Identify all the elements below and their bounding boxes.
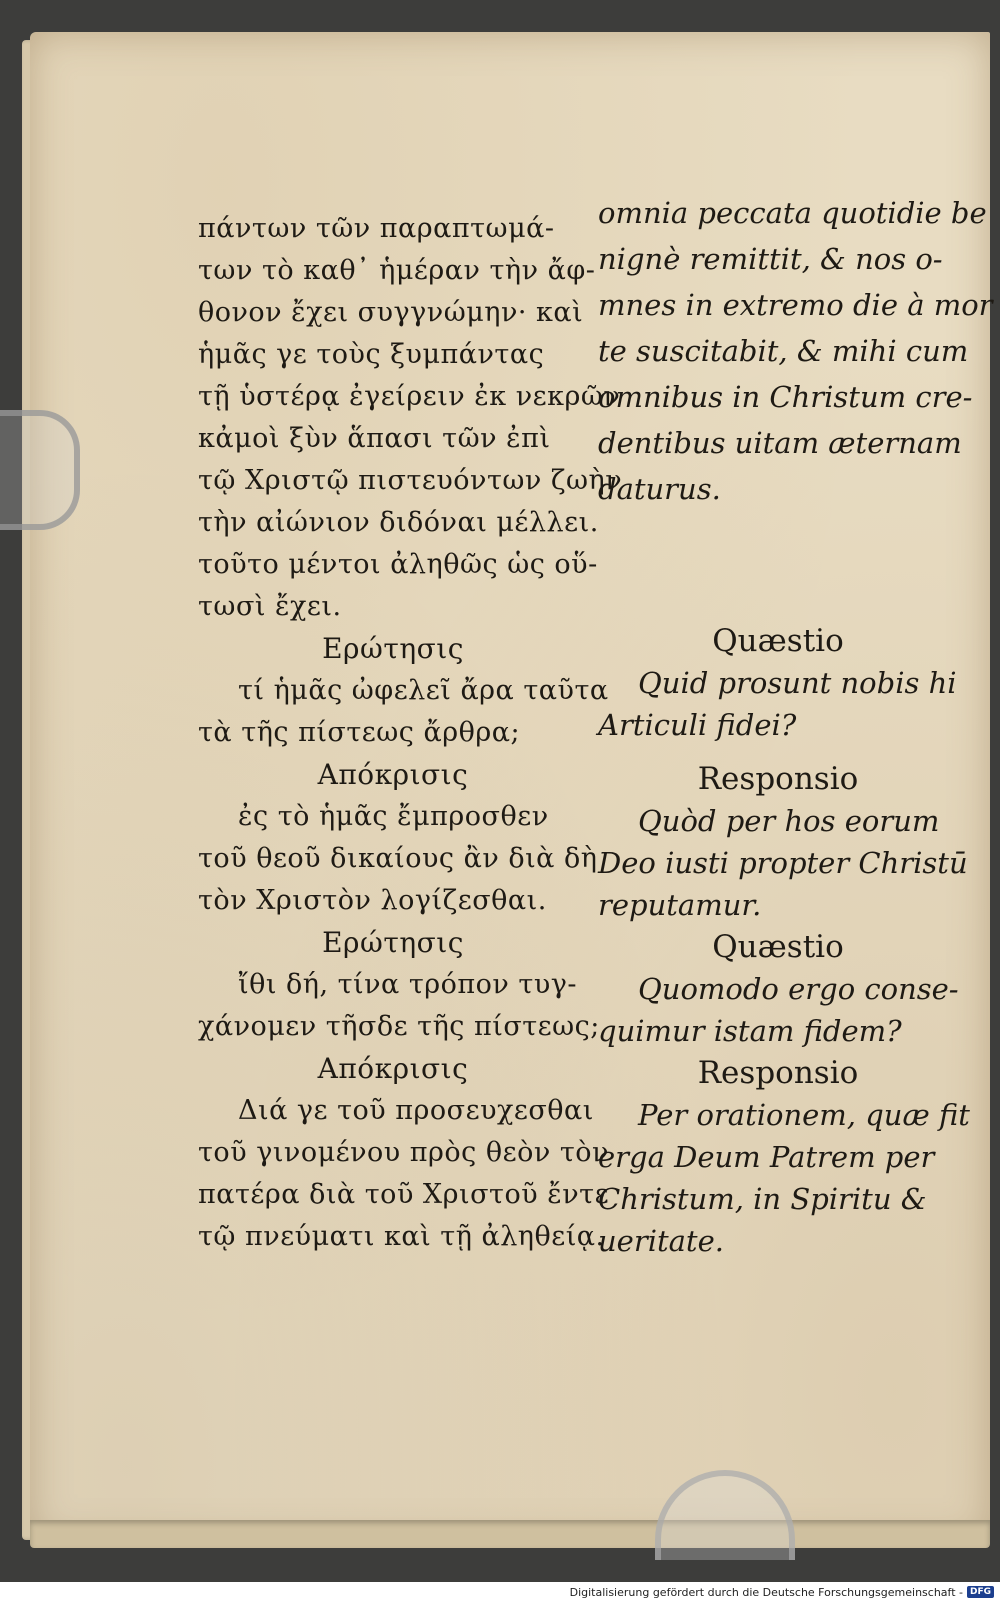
text-line: τῷ πνεύματι καὶ τῇ ἀληθείᾳ. (198, 1221, 605, 1252)
column-spacer (598, 746, 958, 758)
question-heading: Ερώτησις (322, 926, 464, 959)
text-line: Articuli fidei? (598, 708, 797, 742)
answer-heading: Responsio (697, 761, 859, 797)
column-spacer (598, 512, 958, 620)
text-line: θονον ἔχει συγγνώμην· καὶ (198, 297, 584, 328)
text-line: erga Deum Patrem per (598, 1140, 935, 1174)
dfg-logo-icon: DFG (967, 1586, 994, 1598)
text-line: ἡμᾶς γε τοὺς ξυμπάντας (198, 339, 545, 370)
text-line: nignè remittit, & nos o- (598, 242, 943, 276)
text-line: Deo iusti propter Christū (598, 846, 968, 880)
question-heading: Ερώτησις (322, 632, 464, 665)
latin-text-column (598, 190, 993, 1262)
text-line: πατέρα διὰ τοῦ Χριστοῦ ἔντε (198, 1179, 610, 1210)
text-line: Quomodo ergo conse- (638, 972, 959, 1006)
text-line: τωσὶ ἔχει. (198, 591, 342, 622)
page-bottom-edge (30, 1520, 990, 1548)
footer-bar (0, 1582, 1000, 1602)
text-line: omnia peccata quotidie be (598, 196, 987, 230)
text-line: τὴν αἰώνιον διδόναι μέλλει. (198, 507, 599, 538)
greek-text-column (198, 208, 623, 1258)
text-line: omnibus in Christum cre- (598, 380, 973, 414)
text-line: τῷ Χριστῷ πιστευόντων ζωὴν (198, 465, 623, 496)
answer-heading: Responsio (697, 1055, 859, 1091)
page-clip-left (0, 410, 80, 530)
text-line: τί ἡμᾶς ὠφελεῖ ἄρα ταῦτα (238, 675, 609, 706)
text-line: daturus. (598, 472, 721, 506)
text-line: τὰ τῆς πίστεως ἄρθρα; (198, 717, 521, 748)
text-line: te suscitabit, & mihi cum (598, 334, 969, 368)
answer-heading: Απόκρισις (317, 758, 469, 791)
text-line: mnes in extremo die à mor (598, 288, 993, 322)
text-line: Christum, in Spiritu & (598, 1182, 927, 1216)
text-line: Quid prosunt nobis hi (638, 666, 957, 700)
text-line: τῇ ὑστέρᾳ ἐγείρειν ἐκ νεκρῶν (198, 381, 621, 412)
text-line: κἀμοὶ ξὺν ἅπασι τῶν ἐπὶ (198, 423, 551, 454)
text-line: ἐς τὸ ἡμᾶς ἔμπροσθεν (238, 801, 549, 832)
answer-heading: Απόκρισις (317, 1052, 469, 1085)
text-line: πάντων τῶν παραπτωμά- (198, 213, 555, 244)
text-line: quimur istam fidem? (598, 1014, 902, 1048)
text-line: χάνομεν τῆσδε τῆς πίστεως; (198, 1011, 600, 1042)
text-line: Quòd per hos eorum (638, 804, 940, 838)
text-line: τοῦτο μέντοι ἀληθῶς ὡς οὕ- (198, 549, 598, 580)
greek-paragraph (198, 208, 623, 628)
text-line: reputamur. (598, 888, 762, 922)
text-line: dentibus uitam æternam (598, 426, 962, 460)
text-line: Per orationem, quæ fit (638, 1098, 970, 1132)
text-line: τοῦ θεοῦ δικαίους ἂν διὰ δὴ (198, 843, 598, 874)
latin-paragraph (598, 190, 993, 512)
question-heading: Quæstio (712, 623, 844, 659)
text-line: των τὸ καθ᾽ ἡμέραν τὴν ἄφ- (198, 255, 596, 286)
funding-credit: Digitalisierung gefördert durch die Deutsche Forschungsgemeinschaft - (569, 1585, 963, 1599)
text-line: τὸν Χριστὸν λογίζεσθαι. (198, 885, 547, 916)
text-line: ueritate. (598, 1224, 724, 1258)
text-line: ἴθι δή, τίνα τρόπον τυγ- (238, 969, 578, 1000)
text-line: Διά γε τοῦ προσευχεσθαι (238, 1095, 594, 1126)
question-heading: Quæstio (712, 929, 844, 965)
text-line: τοῦ γινομένου πρὸς θεὸν τὸν (198, 1137, 609, 1168)
